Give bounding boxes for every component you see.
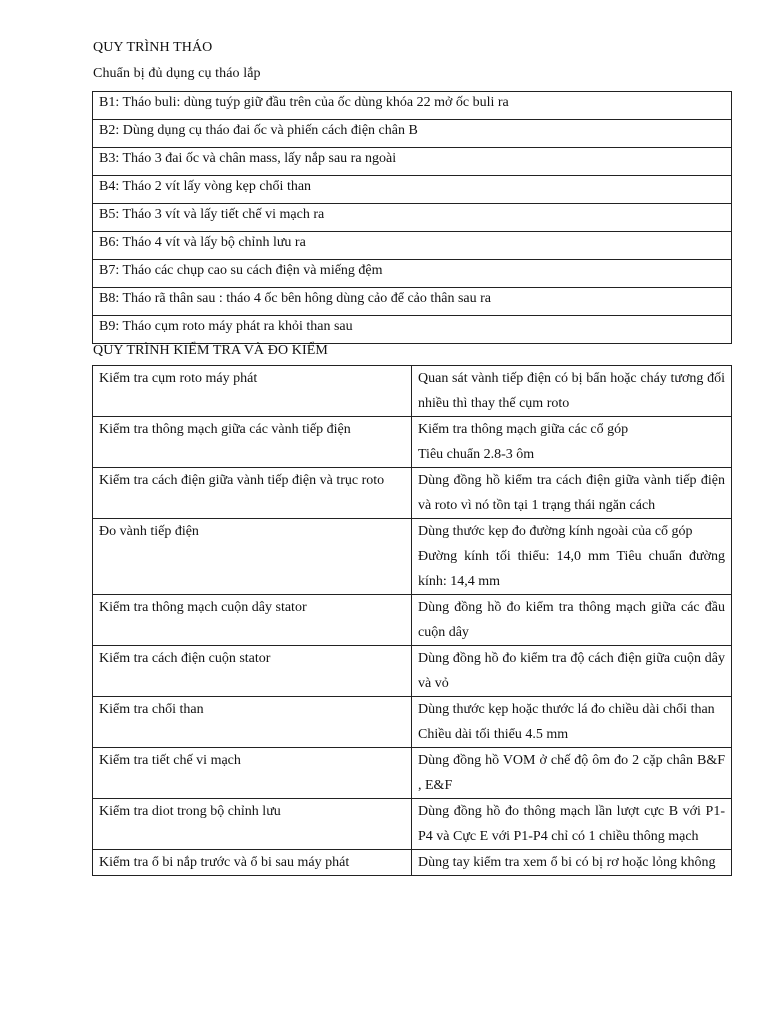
inspection-item: Kiểm tra ổ bi nắp trước và ổ bi sau máy phát [93, 850, 412, 876]
description-line: Đường kính tối thiểu: 14,0 mm Tiêu chuẩn đường kính: 14,4 mm [418, 549, 725, 589]
inspection-item: Kiểm tra cách điện giữa vành tiếp điện và trục roto [93, 468, 412, 519]
description-line: Dùng thước kẹp đo đường kính ngoài của cổ góp [418, 524, 693, 539]
inspection-row [93, 850, 732, 876]
inspection-row [93, 697, 732, 748]
description-line: Dùng thước kẹp hoặc thước lá đo chiều dài chổi than [418, 702, 715, 717]
inspection-item: Kiểm tra diot trong bộ chỉnh lưu [93, 799, 412, 850]
step-text: B7: Tháo các chụp cao su cách điện và miếng đệm [93, 260, 732, 288]
step-text: B2: Dùng dụng cụ tháo đai ốc và phiến cách điện chân B [93, 120, 732, 148]
section-title-inspection: QUY TRÌNH KIỂM TRA VÀ ĐO KIỂM [93, 343, 328, 358]
inspection-description [412, 595, 732, 646]
inspection-description [412, 850, 732, 876]
inspection-row [93, 366, 732, 417]
step-text: B3: Tháo 3 đai ốc và chân mass, lấy nắp sau ra ngoài [93, 148, 732, 176]
step-text: B6: Tháo 4 vít và lấy bộ chỉnh lưu ra [93, 232, 732, 260]
step-row [93, 260, 732, 288]
inspection-row [93, 417, 732, 468]
description-line: Tiêu chuẩn 2.8-3 ôm [418, 447, 535, 462]
step-row [93, 288, 732, 316]
inspection-item: Kiểm tra thông mạch giữa các vành tiếp điện [93, 417, 412, 468]
inspection-description [412, 697, 732, 748]
inspection-row [93, 595, 732, 646]
description-line: Quan sát vành tiếp điện có bị bẩn hoặc cháy tương đối nhiều thì thay thế cụm roto [418, 371, 725, 411]
step-row [93, 120, 732, 148]
inspection-item: Kiểm tra thông mạch cuộn dây stator [93, 595, 412, 646]
step-text: B5: Tháo 3 vít và lấy tiết chế vi mạch ra [93, 204, 732, 232]
step-row [93, 176, 732, 204]
inspection-item: Kiểm tra cụm roto máy phát [93, 366, 412, 417]
inspection-row [93, 799, 732, 850]
inspection-row [93, 646, 732, 697]
inspection-description [412, 646, 732, 697]
inspection-description [412, 519, 732, 595]
inspection-item: Kiểm tra chổi than [93, 697, 412, 748]
step-row [93, 92, 732, 120]
step-text: B1: Tháo buli: dùng tuýp giữ đầu trên của ốc dùng khóa 22 mở ốc buli ra [93, 92, 732, 120]
inspection-description [412, 417, 732, 468]
inspection-description [412, 799, 732, 850]
disassembly-steps-table [92, 91, 732, 344]
inspection-description [412, 366, 732, 417]
step-text: B8: Tháo rã thân sau : tháo 4 ốc bên hông dùng cảo để cảo thân sau ra [93, 288, 732, 316]
inspection-row [93, 519, 732, 595]
description-line: Dùng đồng hồ VOM ở chế độ ôm đo 2 cặp chân B&F , E&F [418, 753, 725, 793]
description-line: Chiều dài tối thiểu 4.5 mm [418, 727, 569, 742]
inspection-row [93, 748, 732, 799]
description-line: Dùng đồng hồ đo kiểm tra thông mạch giữa các đầu cuộn dây [418, 600, 725, 640]
step-row [93, 204, 732, 232]
inspection-table [92, 365, 732, 876]
description-line: Dùng đồng hồ đo kiểm tra độ cách điện giữa cuộn dây và vỏ [418, 651, 725, 691]
step-row [93, 148, 732, 176]
inspection-item: Đo vành tiếp điện [93, 519, 412, 595]
step-row [93, 316, 732, 344]
section-subtitle-tools: Chuẩn bị đủ dụng cụ tháo lắp [93, 66, 261, 81]
step-text: B4: Tháo 2 vít lấy vòng kẹp chổi than [93, 176, 732, 204]
description-line: Dùng đồng hồ kiểm tra cách điện giữa vành tiếp điện và roto vì nó tồn tại 1 trạng thái ngăn cách [418, 473, 725, 513]
description-line: Dùng đồng hồ đo thông mạch lần lượt cực B với P1-P4 và Cực E với P1-P4 chỉ có 1 chiều thông mạch [418, 804, 725, 844]
inspection-item: Kiểm tra cách điện cuộn stator [93, 646, 412, 697]
inspection-row [93, 468, 732, 519]
inspection-item: Kiểm tra tiết chế vi mạch [93, 748, 412, 799]
description-line: Kiểm tra thông mạch giữa các cổ góp [418, 422, 629, 437]
inspection-description [412, 748, 732, 799]
section-title-disassembly: QUY TRÌNH THÁO [93, 40, 213, 55]
inspection-description [412, 468, 732, 519]
description-line: Dùng tay kiểm tra xem ổ bi có bị rơ hoặc lỏng không [418, 855, 716, 870]
step-text: B9: Tháo cụm roto máy phát ra khỏi than sau [93, 316, 732, 344]
step-row [93, 232, 732, 260]
